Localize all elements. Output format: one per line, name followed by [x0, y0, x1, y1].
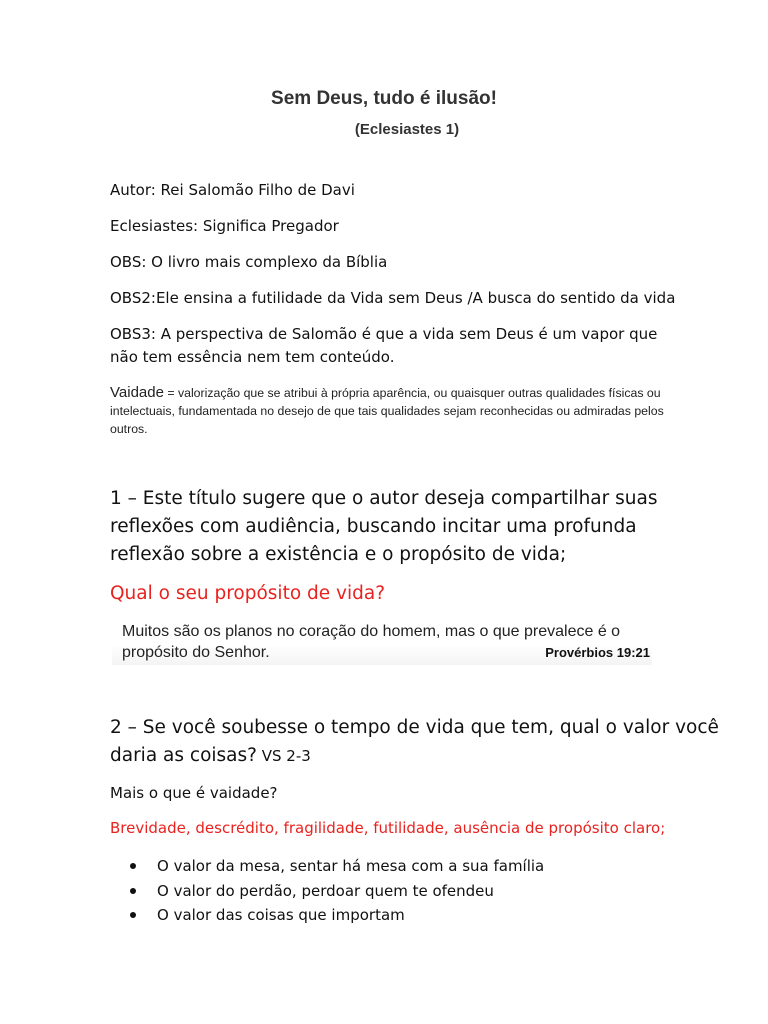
intro-author: Autor: Rei Salomão Filho de Davi	[110, 181, 355, 199]
list-item	[130, 880, 544, 905]
point1-line2: reflexões com audiência, buscando incitar uma profunda	[110, 516, 637, 537]
point2-line2-text: daria as coisas?	[110, 745, 257, 766]
point1-line3: reflexão sobre a existência e o propósito de vida;	[110, 544, 567, 565]
quote-text: Muitos são os planos no coração do homem, mas o que prevalece é o propósito do Senhor.	[122, 623, 621, 661]
vaidade-text: = valorização que se atribui à própria aparência, ou quaisquer outras qualidades físicas ou intelectuais, fundamentada no desejo de que tais qualidades sejam reconhecidas ou admiradas pelos outros.	[110, 386, 664, 436]
document-subtitle: (Eclesiastes 1)	[354, 121, 460, 138]
intro-meaning: Eclesiastes: Significa Pregador	[110, 217, 339, 235]
point2-line2	[110, 742, 311, 770]
list-item	[130, 855, 544, 880]
values-list	[130, 855, 544, 929]
vaidade-term: Vaidade	[110, 384, 164, 401]
bullet-icon	[130, 888, 136, 894]
list-item-text: O valor do perdão, perdoar quem te ofendeu	[157, 881, 494, 900]
list-item	[130, 904, 544, 929]
point2-question: Mais o que é vaidade?	[110, 784, 278, 802]
bullet-icon	[130, 863, 136, 869]
quote-block	[112, 619, 652, 665]
intro-obs2: OBS2:Ele ensina a futilidade da Vida sem Deus /A busca do sentido da vida	[110, 289, 676, 307]
intro-obs3-line2: não tem essência nem tem conteúdo.	[110, 348, 395, 366]
quote-reference: Provérbios 19:21	[545, 645, 650, 660]
list-item-text: O valor da mesa, sentar há mesa com a sua família	[157, 857, 545, 875]
point2-line1: 2 – Se você soubesse o tempo de vida que tem, qual o valor você	[110, 717, 719, 738]
document-title: Sem Deus, tudo é ilusão!	[271, 88, 497, 109]
list-item-text: O valor das coisas que importam	[157, 906, 405, 924]
point1-line1: 1 – Este título sugere que o autor deseja compartilhar suas	[110, 488, 658, 509]
intro-obs3-line1: OBS3: A perspectiva de Salomão é que a vida sem Deus é um vapor que	[110, 325, 658, 343]
point1-question: Qual o seu propósito de vida?	[110, 583, 386, 604]
bullet-icon	[130, 912, 136, 918]
point2-verses: VS 2-3	[256, 747, 311, 765]
intro-obs1: OBS: O livro mais complexo da Bíblia	[110, 253, 388, 271]
vaidade-definition	[110, 384, 670, 438]
point2-answer: Brevidade, descrédito, fragilidade, futilidade, ausência de propósito claro;	[110, 819, 666, 837]
